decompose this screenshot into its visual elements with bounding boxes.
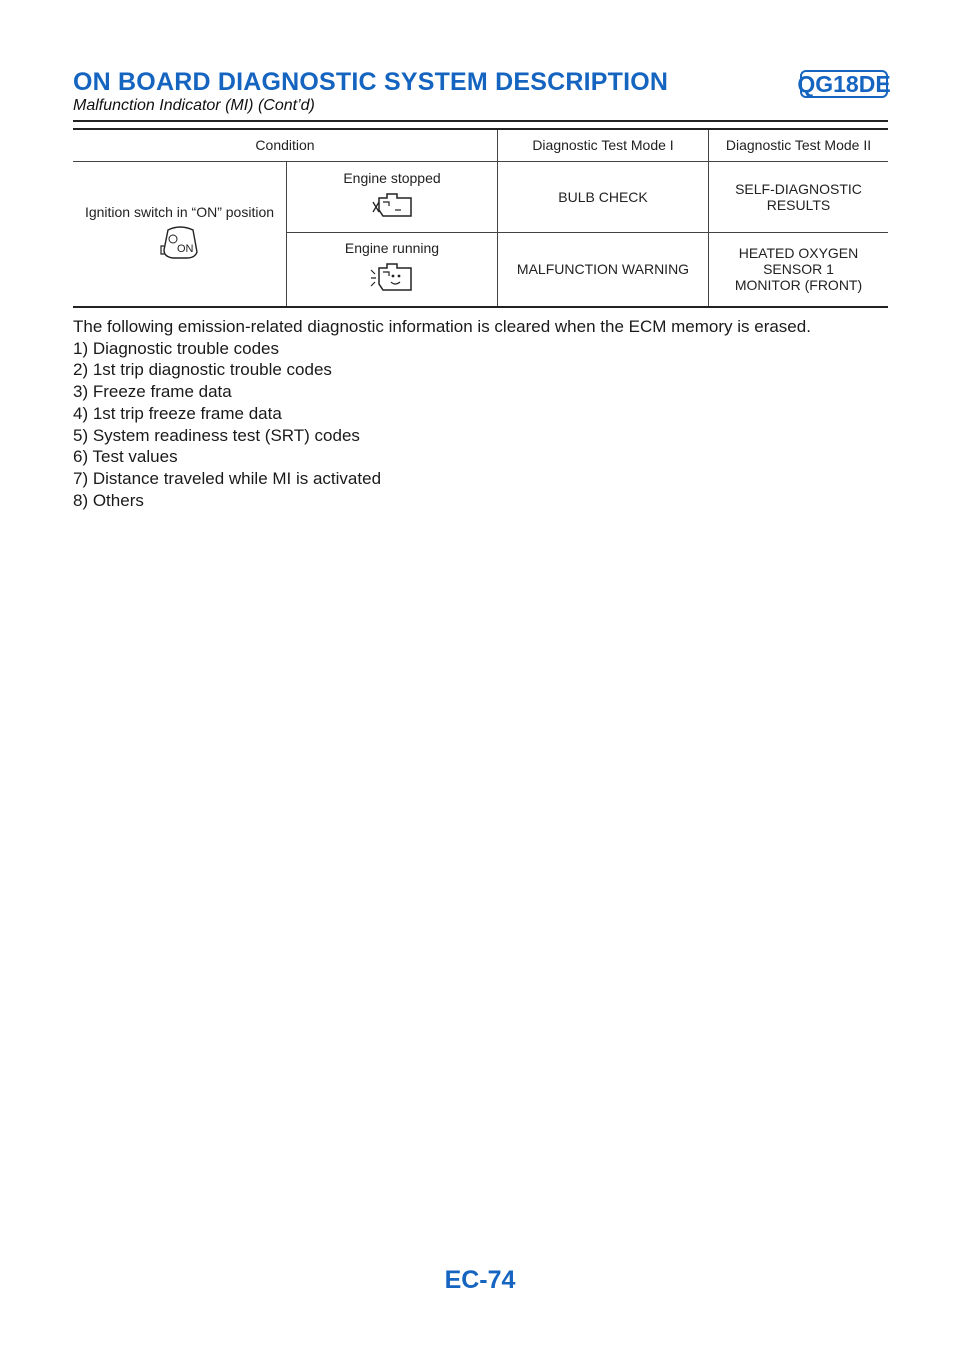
page-title: ON BOARD DIAGNOSTIC SYSTEM DESCRIPTION bbox=[73, 68, 669, 96]
header-divider bbox=[73, 120, 888, 122]
mode2-running-line1: HEATED OXYGEN SENSOR 1 bbox=[738, 245, 859, 278]
state-cell-stopped bbox=[287, 161, 498, 232]
list-item: 7) Distance traveled while MI is activated bbox=[73, 468, 382, 488]
engine-check-icon bbox=[367, 190, 417, 220]
table-header-row bbox=[73, 129, 888, 161]
svg-text:ON: ON bbox=[176, 243, 193, 256]
condition-cell bbox=[73, 161, 287, 307]
page-subtitle: Malfunction Indicator (MI) (Cont’d) bbox=[73, 97, 315, 114]
state-cell-running bbox=[287, 232, 498, 307]
list-item: 2) 1st trip diagnostic trouble codes bbox=[73, 360, 332, 380]
engine-running-icon bbox=[367, 260, 417, 296]
state-label-running: Engine running bbox=[344, 239, 440, 256]
list-item: 1) Diagnostic trouble codes bbox=[73, 338, 280, 358]
mode2-cell-stopped: SELF-DIAGNOSTIC RESULTS bbox=[709, 161, 889, 232]
list-item: 6) Test values bbox=[73, 447, 178, 467]
diagnostic-mode-table bbox=[73, 128, 888, 308]
intro-paragraph: The following emission-related diagnostic information is cleared when the ECM memory is erased. bbox=[73, 317, 811, 336]
list-item: 5) System readiness test (SRT) codes bbox=[73, 425, 360, 445]
mode2-cell-running bbox=[709, 232, 889, 307]
mode1-cell-running: MALFUNCTION WARNING bbox=[498, 232, 709, 307]
mode2-running-line2: MONITOR (FRONT) bbox=[734, 277, 863, 294]
table-row bbox=[73, 161, 888, 232]
body-content bbox=[73, 316, 888, 511]
condition-label: Ignition switch in “ON” position bbox=[84, 204, 275, 221]
list-item: 8) Others bbox=[73, 490, 144, 510]
mode1-cell-stopped: BULB CHECK bbox=[498, 161, 709, 232]
list-item: 4) 1st trip freeze frame data bbox=[73, 403, 282, 423]
ignition-key-on-icon bbox=[159, 224, 201, 260]
header-condition: Condition bbox=[255, 137, 315, 154]
model-badge: QG18DE bbox=[797, 70, 891, 97]
header-mode-2: Diagnostic Test Mode II bbox=[709, 129, 889, 161]
page-number: EC-74 bbox=[444, 1266, 516, 1294]
list-item: 3) Freeze frame data bbox=[73, 382, 232, 402]
state-label-stopped: Engine stopped bbox=[343, 170, 441, 186]
header-mode-1: Diagnostic Test Mode I bbox=[498, 129, 709, 161]
